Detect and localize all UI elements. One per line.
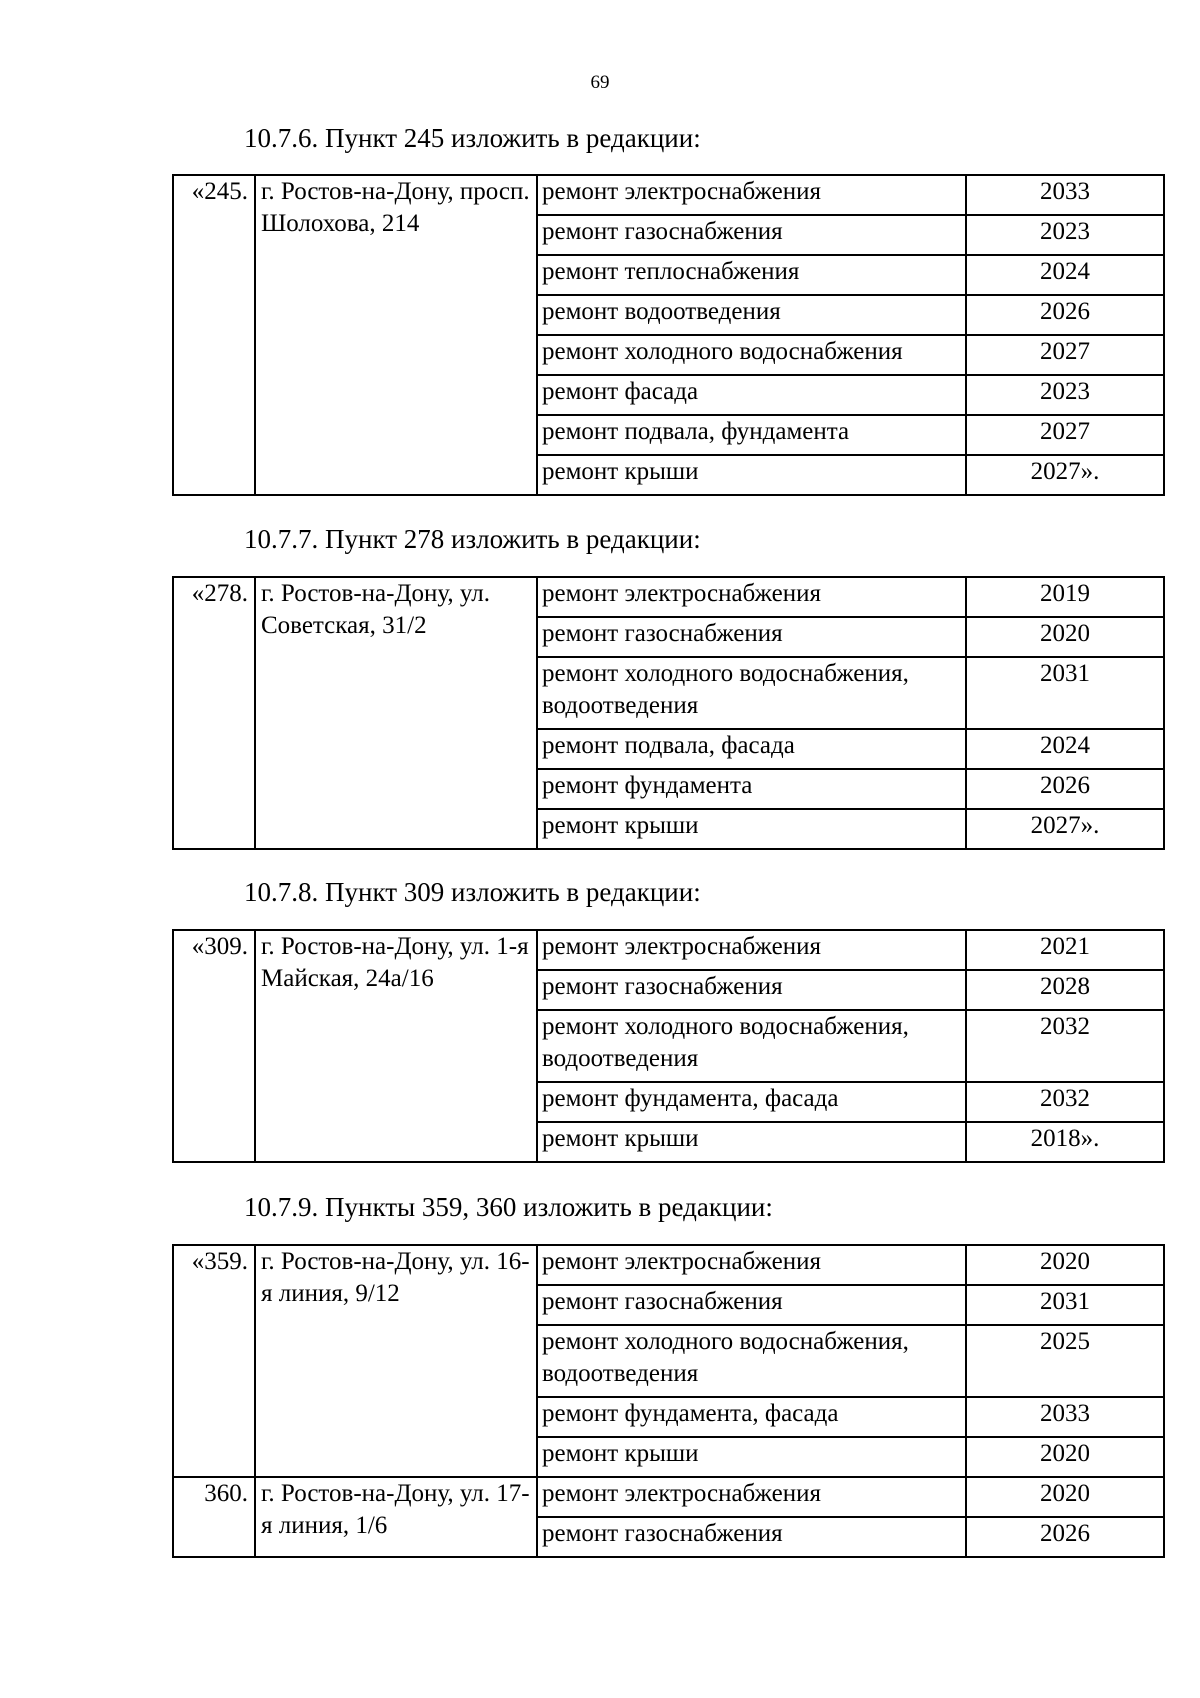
work-year: 2027 xyxy=(966,335,1164,375)
work-year: 2019 xyxy=(966,577,1164,617)
work-name: ремонт газоснабжения xyxy=(537,1517,966,1557)
table-row xyxy=(173,930,1164,970)
work-year: 2026 xyxy=(966,295,1164,335)
work-name: ремонт холодного водоснабжения, водоотведения xyxy=(537,657,966,729)
item-number: «359. xyxy=(173,1245,255,1477)
work-year: 2026 xyxy=(966,769,1164,809)
table-row xyxy=(173,1245,1164,1285)
work-year: 2021 xyxy=(966,930,1164,970)
work-name: ремонт подвала, фасада xyxy=(537,729,966,769)
page-number: 69 xyxy=(590,72,610,93)
work-year: 2023 xyxy=(966,375,1164,415)
item-address: г. Ростов-на-Дону, просп. Шолохова, 214 xyxy=(255,175,537,495)
work-year: 2020 xyxy=(966,1437,1164,1477)
work-name: ремонт крыши xyxy=(537,1122,966,1162)
work-name: ремонт газоснабжения xyxy=(537,617,966,657)
work-year: 2024 xyxy=(966,255,1164,295)
work-name: ремонт крыши xyxy=(537,455,966,495)
item-number: «245. xyxy=(173,175,255,495)
section-heading: 10.7.6. Пункт 245 изложить в редакции: xyxy=(244,123,701,153)
item-number: «309. xyxy=(173,930,255,1162)
work-year: 2031 xyxy=(966,657,1164,729)
work-name: ремонт газоснабжения xyxy=(537,970,966,1010)
item-number: «278. xyxy=(173,577,255,849)
work-year: 2033 xyxy=(966,175,1164,215)
work-year: 2027». xyxy=(966,455,1164,495)
work-year: 2028 xyxy=(966,970,1164,1010)
work-name: ремонт электроснабжения xyxy=(537,577,966,617)
item-address: г. Ростов-на-Дону, ул. 1-я Майская, 24а/16 xyxy=(255,930,537,1162)
work-year: 2020 xyxy=(966,1477,1164,1517)
work-year: 2031 xyxy=(966,1285,1164,1325)
work-name: ремонт холодного водоснабжения, водоотведения xyxy=(537,1010,966,1082)
item-address: г. Ростов-на-Дону, ул. 16-я линия, 9/12 xyxy=(255,1245,537,1477)
work-name: ремонт газоснабжения xyxy=(537,215,966,255)
work-name: ремонт подвала, фундамента xyxy=(537,415,966,455)
work-year: 2023 xyxy=(966,215,1164,255)
works-table xyxy=(172,929,1165,1163)
work-year: 2026 xyxy=(966,1517,1164,1557)
table-row xyxy=(173,577,1164,617)
work-year: 2020 xyxy=(966,1245,1164,1285)
work-year: 2032 xyxy=(966,1010,1164,1082)
works-table xyxy=(172,576,1165,850)
work-name: ремонт крыши xyxy=(537,1437,966,1477)
work-name: ремонт электроснабжения xyxy=(537,1477,966,1517)
work-name: ремонт электроснабжения xyxy=(537,930,966,970)
work-year: 2025 xyxy=(966,1325,1164,1397)
work-year: 2033 xyxy=(966,1397,1164,1437)
work-name: ремонт фундамента, фасада xyxy=(537,1082,966,1122)
work-name: ремонт электроснабжения xyxy=(537,175,966,215)
item-address: г. Ростов-на-Дону, ул. 17-я линия, 1/6 xyxy=(255,1477,537,1557)
work-name: ремонт газоснабжения xyxy=(537,1285,966,1325)
work-year: 2027 xyxy=(966,415,1164,455)
work-name: ремонт холодного водоснабжения xyxy=(537,335,966,375)
section-heading: 10.7.8. Пункт 309 изложить в редакции: xyxy=(244,877,701,907)
work-year: 2027». xyxy=(966,809,1164,849)
work-name: ремонт теплоснабжения xyxy=(537,255,966,295)
work-year: 2018». xyxy=(966,1122,1164,1162)
works-table xyxy=(172,1244,1165,1558)
work-name: ремонт фундамента xyxy=(537,769,966,809)
work-year: 2020 xyxy=(966,617,1164,657)
work-name: ремонт фасада xyxy=(537,375,966,415)
work-name: ремонт фундамента, фасада xyxy=(537,1397,966,1437)
table-row xyxy=(173,175,1164,215)
table-row xyxy=(173,1477,1164,1517)
work-name: ремонт электроснабжения xyxy=(537,1245,966,1285)
work-name: ремонт холодного водоснабжения, водоотведения xyxy=(537,1325,966,1397)
item-address: г. Ростов-на-Дону, ул. Советская, 31/2 xyxy=(255,577,537,849)
works-table xyxy=(172,174,1165,496)
work-year: 2032 xyxy=(966,1082,1164,1122)
work-name: ремонт водоотведения xyxy=(537,295,966,335)
work-name: ремонт крыши xyxy=(537,809,966,849)
section-heading: 10.7.9. Пункты 359, 360 изложить в редакции: xyxy=(244,1192,773,1222)
section-heading: 10.7.7. Пункт 278 изложить в редакции: xyxy=(244,524,701,554)
item-number: 360. xyxy=(173,1477,255,1557)
work-year: 2024 xyxy=(966,729,1164,769)
